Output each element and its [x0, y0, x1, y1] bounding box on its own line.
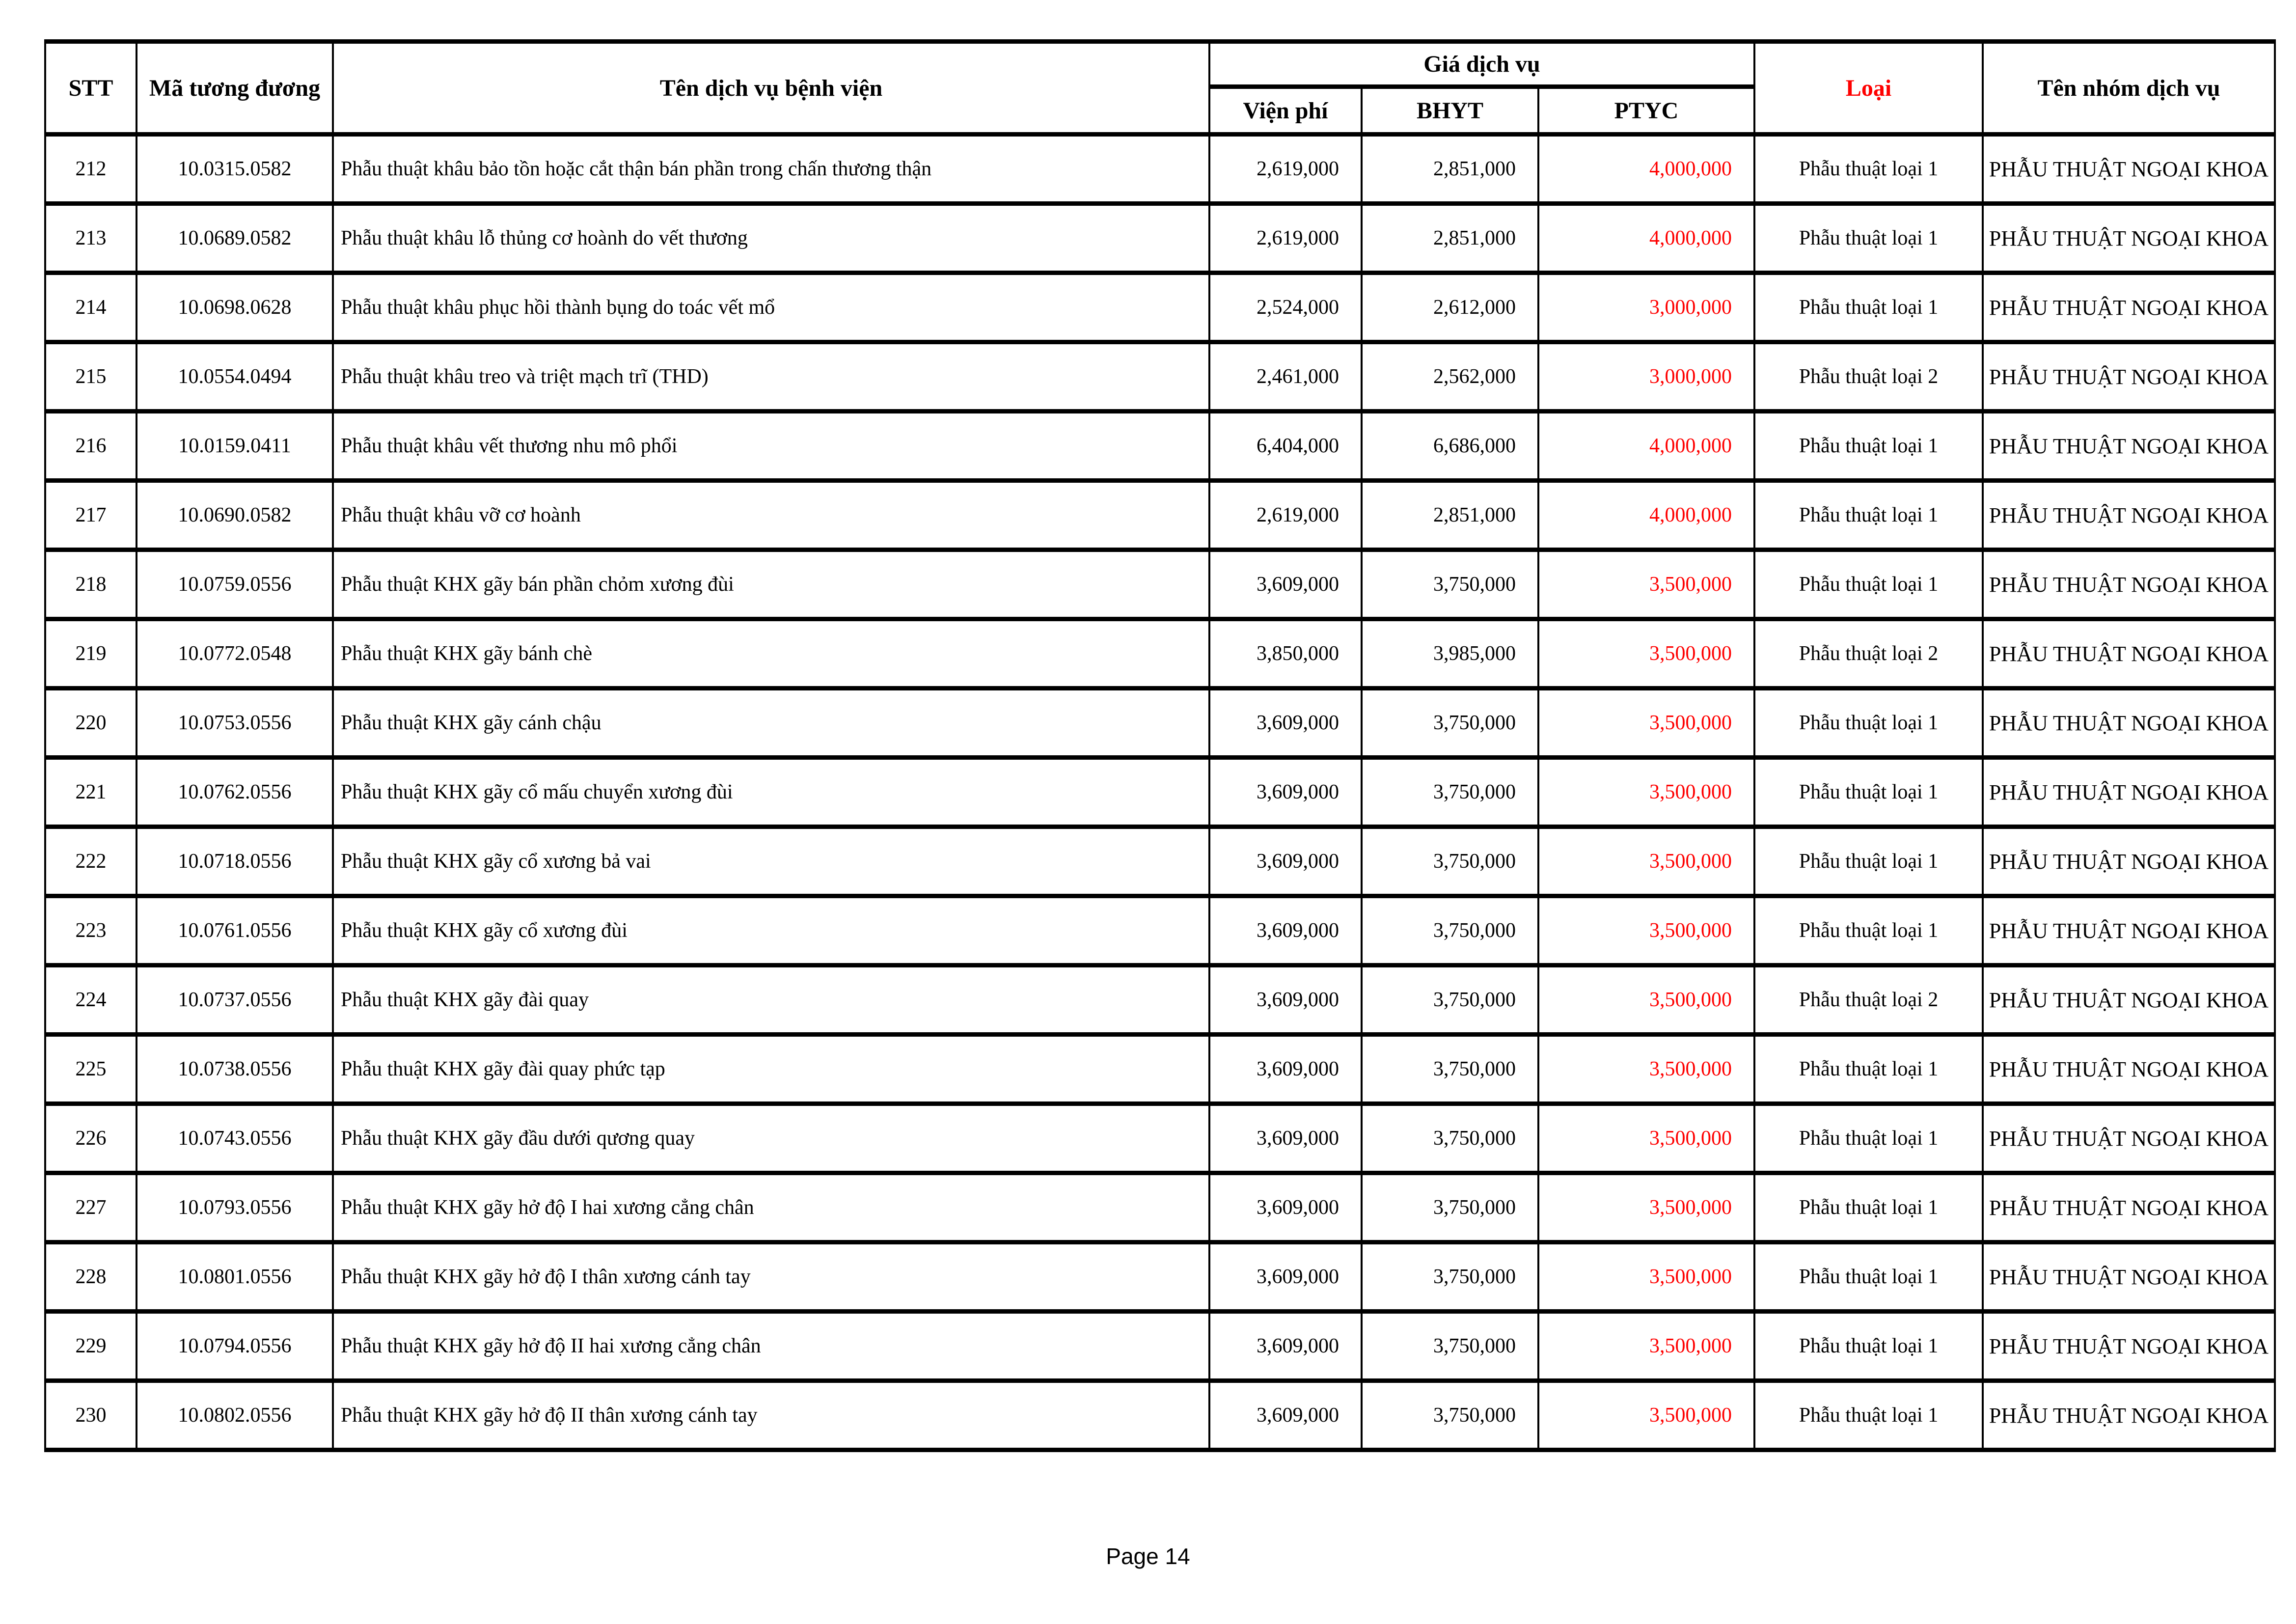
table-row	[45, 204, 2275, 273]
service-name-cell: Phẫu thuật KHX gãy hở độ I thân xương cánh tay	[333, 1242, 1209, 1312]
group-cell: PHẪU THUẬT NGOẠI KHOA	[1983, 1381, 2275, 1450]
ptyc-cell: 3,500,000	[1538, 1312, 1754, 1381]
group-cell: PHẪU THUẬT NGOẠI KHOA	[1983, 896, 2275, 965]
table-row	[45, 965, 2275, 1035]
service-name-cell: Phẫu thuật KHX gãy đài quay	[333, 965, 1209, 1035]
loai-cell: Phẫu thuật loại 1	[1754, 896, 1983, 965]
ptyc-cell: 4,000,000	[1538, 481, 1754, 550]
vien-phi-cell: 2,619,000	[1209, 481, 1362, 550]
table-row	[45, 550, 2275, 619]
ptyc-cell: 3,500,000	[1538, 1104, 1754, 1173]
code-cell: 10.0753.0556	[137, 688, 333, 758]
table-row	[45, 135, 2275, 204]
bhyt-cell: 2,851,000	[1362, 135, 1538, 204]
col-header-group-name: Tên nhóm dịch vụ	[1983, 42, 2275, 135]
group-cell: PHẪU THUẬT NGOẠI KHOA	[1983, 827, 2275, 896]
page-number: Page 14	[1106, 1543, 1190, 1569]
bhyt-cell: 2,612,000	[1362, 273, 1538, 342]
stt-cell: 212	[45, 135, 137, 204]
service-name-cell: Phẫu thuật KHX gãy cổ mấu chuyển xương đùi	[333, 758, 1209, 827]
service-name-cell: Phẫu thuật khâu phục hồi thành bụng do toác vết mổ	[333, 273, 1209, 342]
loai-cell: Phẫu thuật loại 1	[1754, 758, 1983, 827]
col-header-loai: Loại	[1754, 42, 1983, 135]
stt-cell: 227	[45, 1173, 137, 1242]
bhyt-cell: 3,750,000	[1362, 1173, 1538, 1242]
service-name-cell: Phẫu thuật KHX gãy bán phần chỏm xương đùi	[333, 550, 1209, 619]
code-cell: 10.0801.0556	[137, 1242, 333, 1312]
bhyt-cell: 3,750,000	[1362, 1242, 1538, 1312]
vien-phi-cell: 3,609,000	[1209, 1381, 1362, 1450]
bhyt-cell: 3,750,000	[1362, 758, 1538, 827]
table-row	[45, 1173, 2275, 1242]
service-name-cell: Phẫu thuật khâu lỗ thủng cơ hoành do vết thương	[333, 204, 1209, 273]
bhyt-cell: 2,851,000	[1362, 481, 1538, 550]
bhyt-cell: 2,562,000	[1362, 342, 1538, 412]
vien-phi-cell: 3,609,000	[1209, 1312, 1362, 1381]
vien-phi-cell: 3,609,000	[1209, 965, 1362, 1035]
group-cell: PHẪU THUẬT NGOẠI KHOA	[1983, 1035, 2275, 1104]
group-cell: PHẪU THUẬT NGOẠI KHOA	[1983, 204, 2275, 273]
loai-cell: Phẫu thuật loại 1	[1754, 688, 1983, 758]
bhyt-cell: 3,750,000	[1362, 688, 1538, 758]
bhyt-cell: 3,750,000	[1362, 1381, 1538, 1450]
stt-cell: 218	[45, 550, 137, 619]
bhyt-cell: 3,750,000	[1362, 827, 1538, 896]
group-cell: PHẪU THUẬT NGOẠI KHOA	[1983, 481, 2275, 550]
stt-cell: 219	[45, 619, 137, 688]
loai-cell: Phẫu thuật loại 2	[1754, 342, 1983, 412]
stt-cell: 220	[45, 688, 137, 758]
group-cell: PHẪU THUẬT NGOẠI KHOA	[1983, 342, 2275, 412]
table-row	[45, 1035, 2275, 1104]
loai-cell: Phẫu thuật loại 1	[1754, 412, 1983, 481]
service-name-cell: Phẫu thuật khâu treo và triệt mạch trĩ (THD)	[333, 342, 1209, 412]
loai-cell: Phẫu thuật loại 1	[1754, 1381, 1983, 1450]
service-name-cell: Phẫu thuật KHX gãy đầu dưới qương quay	[333, 1104, 1209, 1173]
table-row	[45, 412, 2275, 481]
vien-phi-cell: 3,609,000	[1209, 550, 1362, 619]
stt-cell: 213	[45, 204, 137, 273]
vien-phi-cell: 3,609,000	[1209, 758, 1362, 827]
bhyt-cell: 3,985,000	[1362, 619, 1538, 688]
vien-phi-cell: 3,609,000	[1209, 688, 1362, 758]
col-header-vien-phi: Viện phí	[1209, 87, 1362, 135]
code-cell: 10.0802.0556	[137, 1381, 333, 1450]
group-cell: PHẪU THUẬT NGOẠI KHOA	[1983, 412, 2275, 481]
table-row	[45, 273, 2275, 342]
ptyc-cell: 3,500,000	[1538, 619, 1754, 688]
loai-cell: Phẫu thuật loại 1	[1754, 550, 1983, 619]
ptyc-cell: 3,500,000	[1538, 1381, 1754, 1450]
loai-cell: Phẫu thuật loại 1	[1754, 273, 1983, 342]
vien-phi-cell: 3,609,000	[1209, 827, 1362, 896]
service-name-cell: Phẫu thuật khâu bảo tồn hoặc cắt thận bán phần trong chấn thương thận	[333, 135, 1209, 204]
code-cell: 10.0718.0556	[137, 827, 333, 896]
loai-cell: Phẫu thuật loại 1	[1754, 204, 1983, 273]
stt-cell: 214	[45, 273, 137, 342]
col-header-price-group: Giá dịch vụ	[1209, 42, 1754, 87]
vien-phi-cell: 2,619,000	[1209, 135, 1362, 204]
ptyc-cell: 3,500,000	[1538, 965, 1754, 1035]
code-cell: 10.0762.0556	[137, 758, 333, 827]
group-cell: PHẪU THUẬT NGOẠI KHOA	[1983, 619, 2275, 688]
document-page	[44, 39, 2276, 1452]
code-cell: 10.0315.0582	[137, 135, 333, 204]
table-row	[45, 896, 2275, 965]
table-row	[45, 1312, 2275, 1381]
ptyc-cell: 3,500,000	[1538, 896, 1754, 965]
service-name-cell: Phẫu thuật KHX gãy hở độ II thân xương cánh tay	[333, 1381, 1209, 1450]
group-cell: PHẪU THUẬT NGOẠI KHOA	[1983, 688, 2275, 758]
table-row	[45, 1242, 2275, 1312]
ptyc-cell: 3,500,000	[1538, 827, 1754, 896]
group-cell: PHẪU THUẬT NGOẠI KHOA	[1983, 965, 2275, 1035]
code-cell: 10.0690.0582	[137, 481, 333, 550]
bhyt-cell: 3,750,000	[1362, 1104, 1538, 1173]
table-row	[45, 758, 2275, 827]
bhyt-cell: 3,750,000	[1362, 550, 1538, 619]
col-header-service-name: Tên dịch vụ bệnh viện	[333, 42, 1209, 135]
ptyc-cell: 4,000,000	[1538, 412, 1754, 481]
code-cell: 10.0698.0628	[137, 273, 333, 342]
vien-phi-cell: 3,609,000	[1209, 1035, 1362, 1104]
bhyt-cell: 3,750,000	[1362, 1312, 1538, 1381]
code-cell: 10.0743.0556	[137, 1104, 333, 1173]
ptyc-cell: 3,000,000	[1538, 273, 1754, 342]
code-cell: 10.0759.0556	[137, 550, 333, 619]
stt-cell: 222	[45, 827, 137, 896]
vien-phi-cell: 6,404,000	[1209, 412, 1362, 481]
stt-cell: 215	[45, 342, 137, 412]
service-name-cell: Phẫu thuật KHX gãy hở độ II hai xương cẳng chân	[333, 1312, 1209, 1381]
vien-phi-cell: 2,619,000	[1209, 204, 1362, 273]
table-row	[45, 688, 2275, 758]
col-header-bhyt: BHYT	[1362, 87, 1538, 135]
service-name-cell: Phẫu thuật khâu vết thương nhu mô phổi	[333, 412, 1209, 481]
service-name-cell: Phẫu thuật KHX gãy hở độ I hai xương cẳng chân	[333, 1173, 1209, 1242]
col-header-ptyc: PTYC	[1538, 87, 1754, 135]
stt-cell: 225	[45, 1035, 137, 1104]
bhyt-cell: 3,750,000	[1362, 1035, 1538, 1104]
code-cell: 10.0737.0556	[137, 965, 333, 1035]
ptyc-cell: 3,500,000	[1538, 1242, 1754, 1312]
code-cell: 10.0761.0556	[137, 896, 333, 965]
stt-cell: 216	[45, 412, 137, 481]
code-cell: 10.0793.0556	[137, 1173, 333, 1242]
group-cell: PHẪU THUẬT NGOẠI KHOA	[1983, 1312, 2275, 1381]
ptyc-cell: 4,000,000	[1538, 135, 1754, 204]
vien-phi-cell: 2,524,000	[1209, 273, 1362, 342]
loai-cell: Phẫu thuật loại 1	[1754, 135, 1983, 204]
bhyt-cell: 2,851,000	[1362, 204, 1538, 273]
ptyc-cell: 3,500,000	[1538, 758, 1754, 827]
loai-cell: Phẫu thuật loại 1	[1754, 1173, 1983, 1242]
bhyt-cell: 6,686,000	[1362, 412, 1538, 481]
loai-cell: Phẫu thuật loại 1	[1754, 1104, 1983, 1173]
group-cell: PHẪU THUẬT NGOẠI KHOA	[1983, 758, 2275, 827]
code-cell: 10.0554.0494	[137, 342, 333, 412]
code-cell: 10.0689.0582	[137, 204, 333, 273]
vien-phi-cell: 3,609,000	[1209, 1242, 1362, 1312]
stt-cell: 228	[45, 1242, 137, 1312]
loai-cell: Phẫu thuật loại 1	[1754, 481, 1983, 550]
loai-cell: Phẫu thuật loại 2	[1754, 619, 1983, 688]
service-name-cell: Phẫu thuật KHX gãy cổ xương đùi	[333, 896, 1209, 965]
col-header-code: Mã tương đương	[137, 42, 333, 135]
group-cell: PHẪU THUẬT NGOẠI KHOA	[1983, 1104, 2275, 1173]
service-name-cell: Phẫu thuật KHX gãy bánh chè	[333, 619, 1209, 688]
vien-phi-cell: 3,609,000	[1209, 1104, 1362, 1173]
bhyt-cell: 3,750,000	[1362, 896, 1538, 965]
table-row	[45, 1104, 2275, 1173]
table-row	[45, 481, 2275, 550]
service-name-cell: Phẫu thuật khâu vỡ cơ hoành	[333, 481, 1209, 550]
vien-phi-cell: 3,850,000	[1209, 619, 1362, 688]
table-row	[45, 827, 2275, 896]
stt-cell: 230	[45, 1381, 137, 1450]
service-name-cell: Phẫu thuật KHX gãy cánh chậu	[333, 688, 1209, 758]
group-cell: PHẪU THUẬT NGOẠI KHOA	[1983, 550, 2275, 619]
loai-cell: Phẫu thuật loại 1	[1754, 1242, 1983, 1312]
stt-cell: 229	[45, 1312, 137, 1381]
code-cell: 10.0159.0411	[137, 412, 333, 481]
table-row	[45, 342, 2275, 412]
group-cell: PHẪU THUẬT NGOẠI KHOA	[1983, 1242, 2275, 1312]
service-name-cell: Phẫu thuật KHX gãy đài quay phức tạp	[333, 1035, 1209, 1104]
ptyc-cell: 4,000,000	[1538, 204, 1754, 273]
stt-cell: 223	[45, 896, 137, 965]
table-row	[45, 1381, 2275, 1450]
ptyc-cell: 3,500,000	[1538, 1173, 1754, 1242]
bhyt-cell: 3,750,000	[1362, 965, 1538, 1035]
code-cell: 10.0772.0548	[137, 619, 333, 688]
service-price-table	[44, 39, 2276, 1452]
vien-phi-cell: 2,461,000	[1209, 342, 1362, 412]
ptyc-cell: 3,500,000	[1538, 550, 1754, 619]
loai-cell: Phẫu thuật loại 2	[1754, 965, 1983, 1035]
group-cell: PHẪU THUẬT NGOẠI KHOA	[1983, 1173, 2275, 1242]
vien-phi-cell: 3,609,000	[1209, 1173, 1362, 1242]
loai-cell: Phẫu thuật loại 1	[1754, 827, 1983, 896]
service-name-cell: Phẫu thuật KHX gãy cổ xương bả vai	[333, 827, 1209, 896]
ptyc-cell: 3,500,000	[1538, 688, 1754, 758]
code-cell: 10.0738.0556	[137, 1035, 333, 1104]
group-cell: PHẪU THUẬT NGOẠI KHOA	[1983, 273, 2275, 342]
loai-cell: Phẫu thuật loại 1	[1754, 1035, 1983, 1104]
group-cell: PHẪU THUẬT NGOẠI KHOA	[1983, 135, 2275, 204]
stt-cell: 221	[45, 758, 137, 827]
loai-cell: Phẫu thuật loại 1	[1754, 1312, 1983, 1381]
vien-phi-cell: 3,609,000	[1209, 896, 1362, 965]
ptyc-cell: 3,500,000	[1538, 1035, 1754, 1104]
table-row	[45, 619, 2275, 688]
ptyc-cell: 3,000,000	[1538, 342, 1754, 412]
stt-cell: 224	[45, 965, 137, 1035]
stt-cell: 226	[45, 1104, 137, 1173]
col-header-stt: STT	[45, 42, 137, 135]
code-cell: 10.0794.0556	[137, 1312, 333, 1381]
stt-cell: 217	[45, 481, 137, 550]
